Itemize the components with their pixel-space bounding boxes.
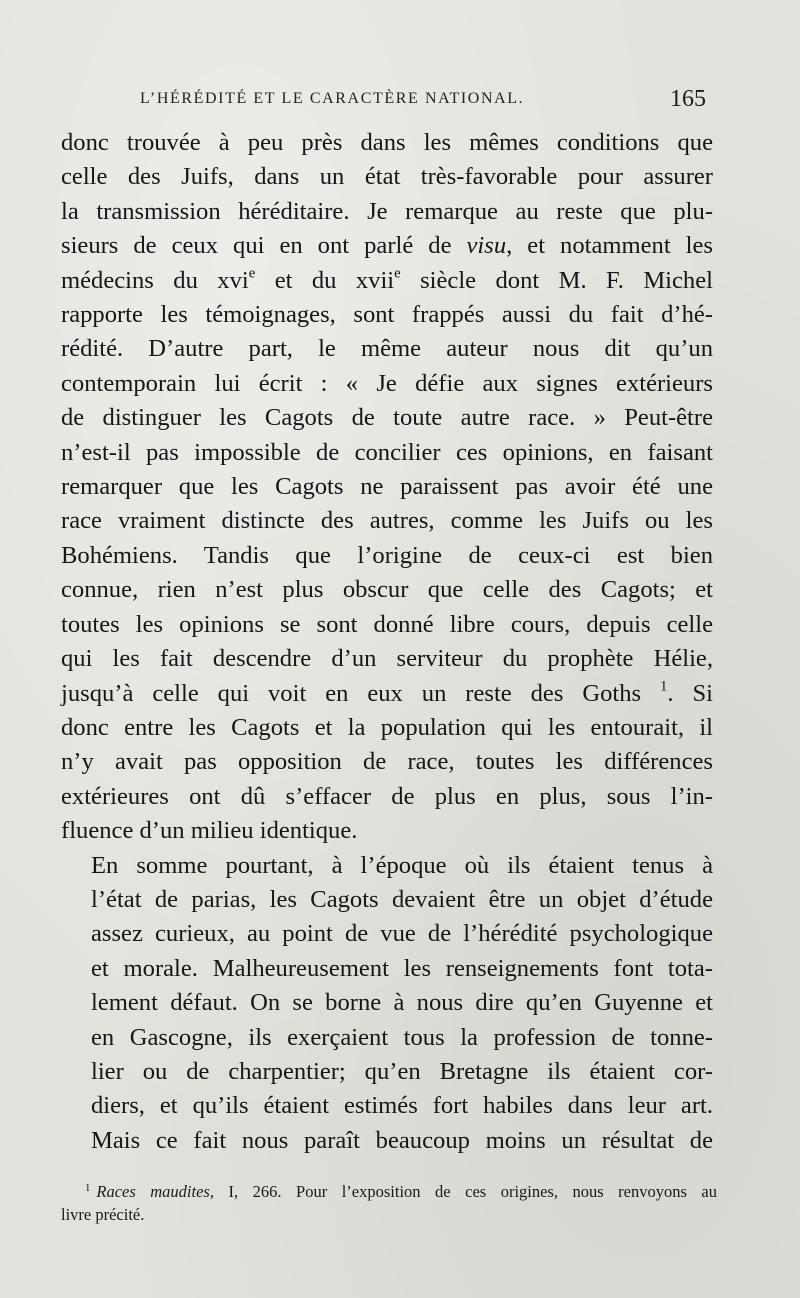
footnote (61, 1180, 717, 1226)
footnote-line: livre précité. (61, 1205, 145, 1224)
text-line: lement défaut. On se borne à nous dire qu’en Guyenne et (91, 989, 713, 1017)
text-line: extérieures ont dû s’effacer de plus en plus, sous l’in- (61, 782, 713, 810)
text-line: de distinguer les Cagots de toute autre race. » Peut-être (61, 404, 713, 432)
paragraph-2 (61, 849, 713, 1159)
text-line: l’état de parias, les Cagots devaient être un objet d’étude (91, 885, 713, 913)
text-segment: , et notamment les (506, 232, 714, 260)
text-line: qui les fait descendre d’un serviteur du prophète Hélie, (61, 645, 713, 673)
text-line: assez curieux, au point de vue de l’hérédité psychologique (91, 920, 713, 948)
text-line: donc trouvée à peu près dans les mêmes conditions que (61, 129, 713, 156)
text-line: Mais ce fait nous paraît beaucoup moins un résultat de (91, 1126, 713, 1154)
text-line (61, 264, 713, 298)
text-segment: jusqu’à celle qui voit en eux un reste des Goths (61, 679, 661, 707)
text-line: race vraiment distincte des autres, comme les Juifs ou les (61, 507, 713, 535)
footnote-text: , I, 266. Pour l’exposition de ces origines, nous renvoyons au (209, 1182, 717, 1201)
superscript: e (248, 265, 256, 282)
text-line: diers, et qu’ils étaient estimés fort habiles dans leur art. (91, 1092, 713, 1120)
text-line: donc entre les Cagots et la population qui les entourait, il (61, 713, 713, 741)
text-segment: sieurs de ceux qui en ont parlé de (61, 232, 467, 260)
text-line: Bohémiens. Tandis que l’origine de ceux-ci est bien (61, 541, 713, 569)
page-header (140, 86, 706, 116)
text-line: rapporte les témoignages, sont frappés aussi du fait d’hé- (61, 301, 713, 329)
text-line: contemporain lui écrit : « Je défie aux signes extérieurs (61, 369, 713, 397)
footnote-line (61, 1180, 717, 1203)
footnote-mark: 1 (85, 1181, 91, 1194)
running-head: L’HÉRÉDITÉ ET LE CARACTÈRE NATIONAL. (140, 90, 525, 107)
text-line: En somme pourtant, à l’époque où ils étaient tenus à (91, 851, 713, 879)
text-line (61, 229, 713, 263)
paragraph-1 (61, 126, 713, 849)
text-line: la transmission héréditaire. Je remarque au reste que plu- (61, 197, 713, 225)
text-line: en Gascogne, ils exerçaient tous la profession de tonne- (91, 1023, 713, 1051)
text-segment: . Si (667, 679, 713, 707)
superscript: e (394, 265, 401, 282)
text-line: lier ou de charpentier; qu’en Bretagne ils étaient cor- (91, 1057, 713, 1085)
text-line: remarquer que les Cagots ne paraissent pas avoir été une (61, 473, 713, 501)
text-line: connue, rien n’est plus obscur que celle des Cagots; et (61, 576, 713, 604)
page-number: 165 (670, 86, 706, 112)
text-segment: médecins du xvi (61, 266, 249, 294)
text-line: celle des Juifs, dans un état très-favorable pour assurer (61, 163, 713, 191)
italic-term: visu (466, 232, 507, 260)
text-line: rédité. D’autre part, le même auteur nous dit qu’un (61, 335, 713, 363)
text-line: fluence d’un milieu identique. (61, 817, 358, 845)
text-line: toutes les opinions se sont donné libre cours, depuis celle (61, 610, 713, 638)
body-text (61, 126, 713, 1158)
text-line: n’y avait pas opposition de race, toutes les différences (61, 748, 713, 776)
text-segment: et du xvii (255, 266, 395, 294)
text-line: et morale. Malheureusement les renseignements font tota- (91, 954, 713, 982)
footnote-title: Races maudites (96, 1182, 210, 1201)
text-segment: siècle dont M. F. Michel (400, 266, 713, 294)
footnote-reference[interactable]: 1 (660, 678, 668, 695)
text-line (61, 677, 713, 711)
text-line: n’est-il pas impossible de concilier ces opinions, en faisant (61, 438, 713, 466)
